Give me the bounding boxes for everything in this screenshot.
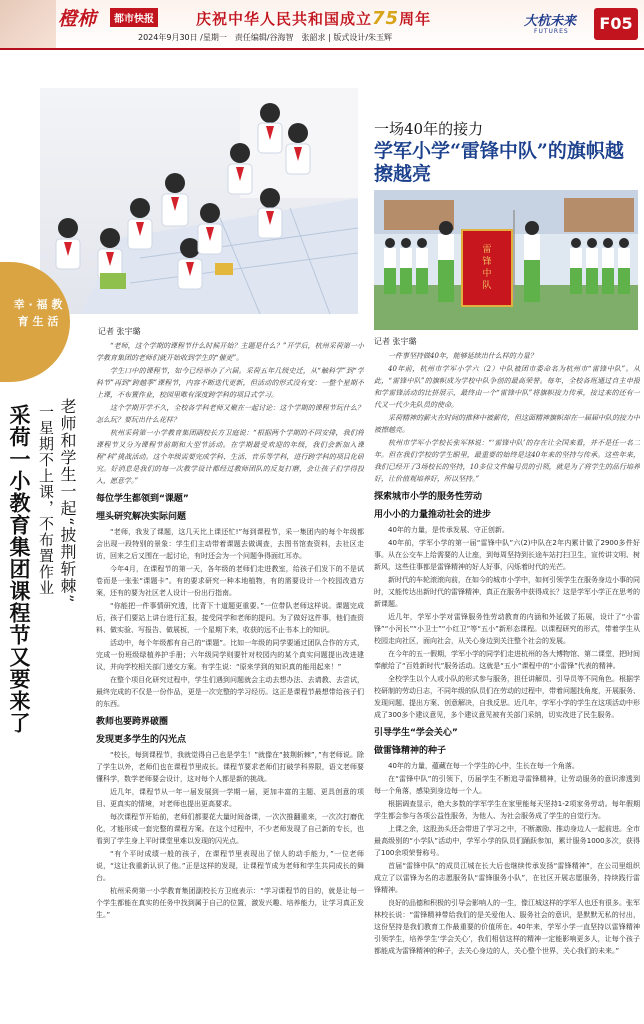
right-paragraph: 新时代的车轮滚滚向前，在如今的城市小学中，如何引领学生在服务身边小事的同时，又能传达出新时代的雷锋精神，真正在服务中获得成长？这是学军小学正在思考的新课题。 [374, 576, 640, 608]
right-subheading: 用小小的力量推动社会的进步 [374, 510, 492, 520]
article-title-left: 采荷一小教育集团课程节又要来了 [7, 404, 32, 734]
right-paragraph: 近几年，学军小学对雷锋服务性劳动教育的内涵和外延做了拓展，设计了“小雷锋”“小河长”“小卫士”“小红卫”等“五小”新形态课程。以课程研究的形式，带着学生从校园走向社区，面向社会，从关心身边到关注整个社会的发展。 [374, 613, 640, 645]
banner-post: 周年 [399, 10, 432, 28]
right-paragraph: 在今年的五一假期，学军小学的同学们走进杭州的各大博物馆、第二课堂，把时间奉献给了“百姓新时代”服务活动。这就是“五小”课程中的“小雷锋”代表的精神。 [374, 650, 640, 670]
right-paragraph: 40年前，杭州市学军小学六（2）中队被团市委命名为杭州市“雷锋中队”。从此，“雷锋中队”的旗帜成为学校中队争创的最高荣誉。每年，全校各班通过自主申报和学雷锋活动的比拼展示，最终由一个“雷锋中队”将旗帜接力传承，接过来的还有一代又一代少先队员的使命。 [374, 365, 640, 409]
students-photo-illustration [40, 88, 358, 314]
right-paragraph: 首届“雷锋中队”的成员江城在长大后也继续传承发扬“雷锋精神”，在公司里组织成立了以雷锋为名的志愿服务队“雷锋服务小队”，在社区开展志愿服务，持续践行雷锋精神。 [374, 862, 640, 894]
logo-script: 橙柿 [58, 8, 97, 30]
section-brand-sub: FUTURES [534, 28, 569, 35]
left-subheading: 每位学生都领到“课题” [96, 494, 189, 504]
left-subheading: 发现更多学生的闪光点 [96, 735, 187, 745]
left-paragraph: “老师，这个学期的课程节什么时候开始？主题是什么？”开学后，杭州采荷第一小学教育集团的老师们就开始收到学生的“催更”。 [96, 342, 364, 362]
right-paragraph: 杭州市学军小学校长张军林说：“‘雷锋中队’的存在让全国来看，并不是任一名二年。但在我们学校的学生眼里，最重要的始终是这40年来的坚持与传承。这些年来，我们已经开了3场校长的坚持，10多位文件编号员的引领，就是为了将学生的品行培养好，让价值观培养好，所以坚持。” [374, 439, 640, 483]
section-brand: 大杭未来 [524, 14, 577, 29]
article-title-right: 学军小学“雷锋中队”的旗帜越擦越亮 [374, 140, 624, 185]
page-number: F05 [594, 8, 638, 40]
flag-label: 雷锋中队 [482, 245, 492, 291]
right-paragraph: 40年的力量，是传承发展、守正创新。 [388, 526, 509, 534]
left-paragraph: 每次课程节开始前，老师们都要花大量时间备课，一次次推翻重来，一次次打磨优化，才能形成一套完整的课程方案。在这个过程中，不少老师发现了自己新的专长，也看到了学生身上平时课堂里难以发现的闪光点。 [96, 813, 364, 845]
right-paragraph: 在“雷锋中队”的引领下，历届学生不断追寻雷锋精神，让劳动服务的意识渗透到每一个角落，感染到身边每一个人。 [374, 775, 640, 795]
left-paragraph: 杭州采荷第一小学教育集团副校长方卫庭说：“根据两个学期的不同安排，我们将课程节又分为课程节前期和大型节活动。在学期最受欢迎的年级，我们会新加入课程“科”挑战活动。这个年级需要完成学科、生活、音乐等学科，进行跨学科的项目化研究。好消息是我们的每一次教学设计都经过教师团队的反复打磨，会让孩子们学得投入，愿意学。” [96, 429, 364, 485]
left-subheading: 埋头研究解决实际问题 [96, 512, 187, 522]
banner-title [196, 8, 431, 29]
students-photo [40, 88, 358, 314]
left-paragraph: “有个平时成绩一般的孩子，在课程节里表现出了惊人的动手能力，”一位老师说，“这让我重新认识了他。”正是这样的发现，让课程节成为老师和学生共同成长的舞台。 [96, 850, 364, 882]
banner-pre: 庆祝中华人民共和国成立 [196, 10, 373, 28]
newspaper-logo: 都市快报 [110, 8, 158, 27]
page-meta: 2024年9月30日 /星期一 责任编辑/谷海智 张韶求 | 版式设计/朱玉辉 [138, 33, 393, 42]
left-paragraph: 近几年，课程节从一年一届发展到一学期一届，更加丰富的主题、更具创意的项目、更真实的情境，对老师也提出更高要求。 [96, 788, 364, 808]
masthead [0, 0, 644, 50]
left-paragraph: “你能把一件事情研究透，比背下十道题更重要。”一位带队老师这样说。课题完成后，孩子们要站上讲台进行汇报，接受同学和老师的提问。为了做好这件事，他们查资料、做实验、写报告、做展板，一个星期下来，收获的远不止书本上的知识。 [96, 602, 364, 634]
right-subheading: 引导学生“学会关心” [374, 728, 458, 738]
subtitle-line-1: 老师和学生一起“披荆斩棘” [58, 398, 77, 604]
right-paragraph: 上课之余，这股劲头还会带进了学习之中，不断激励、推动身边人一起前进。全市最高级别的“小学队”活动中，学军小学的队员们踊跃参加，累计服务1000多次，获得了100余项荣誉称号。 [374, 825, 640, 857]
right-paragraph: 40年前，学军小学的第一届“雷锋中队”六(2)中队在2年内累计做了2900多件好事。从在公交车上给需要的人让座，到每周坚持到长途车站打扫卫生，宣传讲文明、树新风，这些往事都是雷锋精神的好人好事，闪烁着时代的光芒。 [374, 539, 640, 571]
right-paragraph: 根据调查显示，绝大多数的学军学生在家里能每天坚持1-2项家务劳动。每年假期学生都会参与各项公益性服务，为他人、为社会服务成了学生的自觉行为。 [374, 800, 640, 820]
right-paragraph: 采荷精神的薪火在时间的推移中被薪传，但这面精神旗帜却在一届届中队的接力中被擦越亮。 [374, 414, 640, 434]
byline-right: 记者 张宇璐 [374, 337, 417, 346]
masthead-decoration [0, 0, 56, 48]
left-paragraph: 活动中，每个年级都有自己的“课题”。比如一年级的同学要通过团队合作的方式，完成一份班级绿植养护手册；六年级同学则要针对校园内的某个真实问题提出改进建议，并向学校相关部门递交方案。有学生说：“原来学到的知识真的能用起来！” [96, 639, 364, 671]
left-paragraph: “校长，每到课程节，我就觉得自己也是学生！”就像在“披荆斩棘”，”有老师说。除了学生以外，老师们也在课程节里成长。课程节要求老师们打破学科界限，语文老师要懂科学，数学老师要会设计，这对每个人都是新的挑战。 [96, 751, 364, 783]
left-paragraph: 学生口中的课程节，如今已经举办了六届。采荷五年几级史迁，从“触科学”到“学科节”再到“跨越季”课程节，内容不断迭代更新，但活动的形式没有变：一整个星期不上课，不布置作业，校园里唯有深度跨学科的项目式学习。 [96, 367, 364, 399]
section-tag-text: 幸 · 福 教 育 生 活 [13, 298, 63, 328]
subtitle-line-2: 一星期不上课，不布置作业 [37, 404, 55, 596]
left-paragraph: 今年4月，在课程节的第一天，各年级的老师们走进教室，给孩子们发下的不是试卷而是一张张“课题卡”。有的要求研究一种本地植物，有的需要设计一个校园改造方案，还有的要为社区老人设计一份出行指南。 [96, 565, 364, 597]
article-body-right [374, 350, 640, 1020]
flag-ceremony-photo [374, 190, 638, 330]
left-paragraph: 这个学期开学不久，全校各学科老师又聚在一起讨论：这个学期的课程节玩什么？怎么玩？要玩出什么花样？ [96, 404, 364, 424]
byline-left: 记者 张宇璐 [98, 327, 141, 336]
right-paragraph: 一件事坚持做40年，能够延续出什么样的力量？ [388, 352, 537, 360]
left-paragraph: 在整个项目化研究过程中，学生们遇到问题就会主动去想办法、去请教、去尝试，最终完成的不仅是一份作品，更是一次完整的学习经历。这正是课程节最想带给孩子们的东西。 [96, 676, 364, 708]
left-paragraph: 杭州采荷第一小学教育集团副校长方卫庭表示：“学习课程节的目的，就是让每一个学生都能在真实的任务中找到属于自己的位置，激发兴趣、培养能力，让学习真正发生。” [96, 887, 364, 919]
left-paragraph: “老师，我发了课题，这几天比上课还忙!”每到课程节，采一集团内的每个年级都会出现一段特别的景象：学生们主动带着课题去做调查，去图书馆查资料，去社区走访，回来之后又围在一起讨论，有时还会为一个问题争得面红耳赤。 [96, 528, 364, 560]
right-paragraph: 良好的品德和积极的引导会影响人的一生，像江城这样的学军人也还有很多。张军林校长说：“雷锋精神带给我们的是关爱他人、服务社会的意识，是默默无私的付出，这份坚持是我们教育工作最重要的价值所在。40年来，学军小学一直坚持以雷锋精神引领学生，培养学生‘学会关心’，我们相信这样的精神一定能影响更多人，让每个孩子都能成为雷锋精神的种子，去关心身边的人，关心整个世界，关心我们的未来。” [374, 899, 640, 955]
right-subheading: 探索城市小学的服务性劳动 [374, 492, 483, 502]
banner-number: 75 [372, 8, 400, 29]
right-paragraph: 全校学生以个人或小队的形式参与服务，担任讲解员、引导员等不同角色。根据学校研制的劳动日志，不同年级的队员们在劳动的过程中，带着问题找角度，开展服务、发现问题、提出方案、创意解决，自我反思。近几年，学军小学的学生在这项活动中形成了300多个建议意见，多个建议意见被有关部门采纳，切实改进了民生服务。 [374, 675, 640, 719]
right-paragraph: 40年的力量，蕴藏在每一个学生的心中，生长在每一个角落。 [388, 762, 579, 770]
right-subheading: 做雷锋精神的种子 [374, 746, 447, 756]
flag-ceremony-illustration [374, 190, 638, 330]
article-body-left [96, 340, 364, 1020]
left-subheading: 教师也要跨界破圈 [96, 717, 169, 727]
article-kicker-right: 一场40年的接力 [374, 120, 484, 138]
